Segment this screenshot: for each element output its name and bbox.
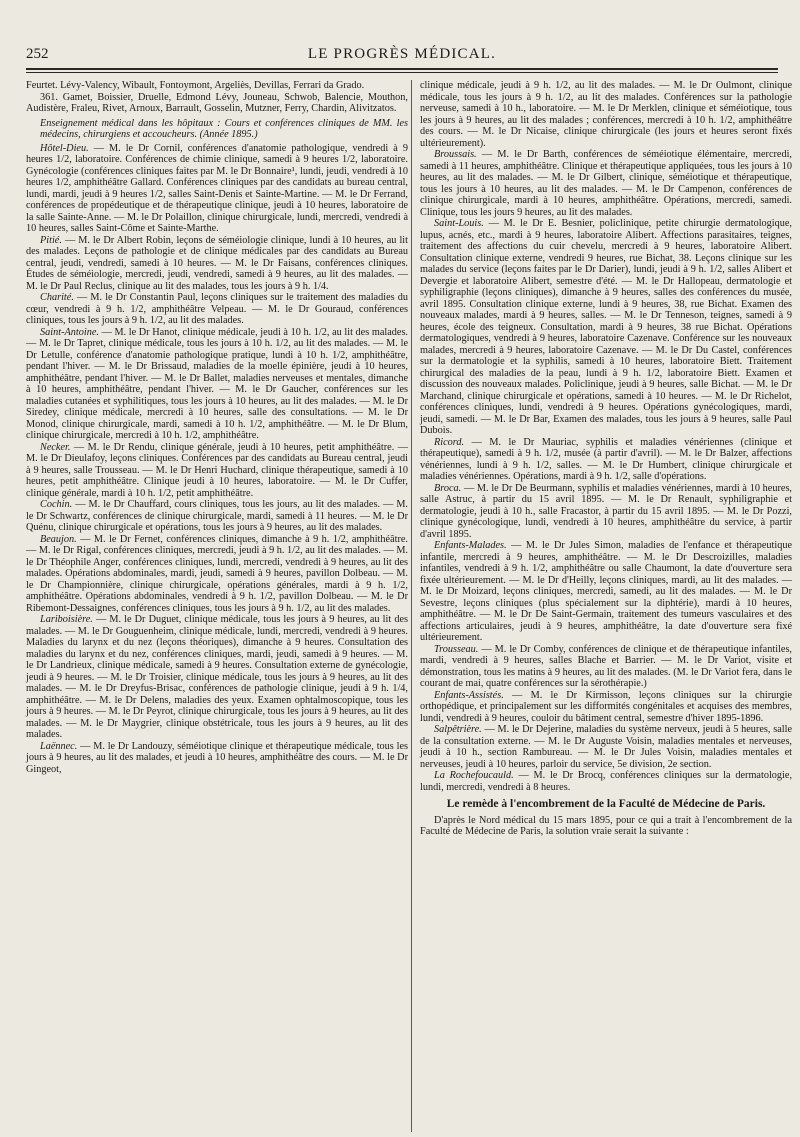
header-rule-thick [26, 68, 778, 70]
article-headline: Le remède à l'encombrement de la Faculté de Médecine de Paris. [446, 798, 766, 810]
entry-text: — M. le Dr De Beurmann, syphilis et maladies vénériennes, mardi à 10 heures, salle Astruc, à partir du 15 avril 1895. — M. le Dr Renault, syphiligraphie et dermatologie, jeudi à 10 h., salle Fracastor, à partir du 15 avril 1895. — M. le Dr Pozzi, clinique gynécologique, lundi, vendredi à 10 heures, amphithéâtre du service, à partir d'avril 1895. [420, 482, 792, 540]
entry-pitie [26, 235, 408, 293]
hospital-name: Enfants-Malades. [434, 540, 507, 551]
hospital-name: Laënnec. [40, 740, 78, 752]
hospital-name: Enfants-Assistés. [434, 689, 504, 701]
hospital-name: Trousseau. [434, 643, 479, 655]
entry-lariboisiere [26, 614, 408, 741]
entry-text: — M. le Dr Brocq, conférences cliniques sur la dermatologie, lundi, mercredi, vendredi à 8 heures. [420, 770, 793, 793]
hospital-name: Cochin. [40, 499, 73, 510]
entry-laennec-continued: clinique médicale, jeudi à 9 h. 1/2, au lit des malades. — M. le Dr Oulmont, clinique médicale, tous les jours à 9 h. 1/2, au lit des malades. Conférences sur la pathologie nerveuse, samedi à 10 h., laboratoire. — M. le Dr Merklen, clinique et séméiotique, tous les jours à 9 heures, au lit des malades ; conférences, mercredi à 10 h. 1/2, amphithéâtre des cours. — M. le Dr Nicaise, clinique chirurgicale (les jours et heures seront fixés ultérieurement). [420, 80, 792, 149]
entry-trousseau [420, 644, 792, 690]
article-intro: D'après le Nord médical du 15 mars 1895, pour ce qui a trait à l'encombrement de la Faculté de Médecine de Paris, la solution vraie serait la suivante : [420, 814, 792, 837]
hospital-name: Lariboisière. [40, 614, 93, 625]
entry-laennec [26, 741, 408, 776]
hospital-name: Beaujon. [40, 533, 77, 545]
journal-title: LE PROGRÈS MÉDICAL. [307, 46, 497, 62]
entry-text: — M. le Dr Hanot, clinique médicale, jeudi à 10 h. 1/2, au lit des malades. — M. le Dr Tapret, clinique médicale, tous les jours à 10 h. 1/2, au lit des malades. — M. le Dr Letulle, conférence d'anatomie pathologique pratique, lundi à 10 h. 1/2, amphithéâtre, pendant l'hiver. — M. le Dr Brissaud, maladies de la moelle épinière, jeudi à 10 heures, amphithéâtre, pendant l'hiver. — M. le Dr Ballet, maladies nerveuses et mentales, dimanche à 10 heures, amphithéâtre, pendant l'hiver. — M. le Dr Gaucher, conférences sur les maladies cutanées et syphilitiques, tous les jours à 10 heures, au lit des malades. — M. le Dr Siredey, clinique médicale, mercredi à 10 heures, salle des consultations. — M. le Dr Monod, clinique chirurgicale, mardi, samedi à 10 h. 1/2, amphithéâtre. — M. le Dr Blum, clinique chirurgicale, mercredi à 10 h. 1/2, amphithéâtre. [26, 326, 408, 441]
section-heading: Enseignement médical dans les hôpitaux : Cours et conférences cliniques de MM. les médecins, chirurgiens et accoucheurs. (Année 1895.) [40, 117, 408, 140]
entry-text: — M. le Dr Albert Robin, leçons de séméiologie clinique, lundi à 10 heures, au lit des malades. Leçons de pathologie et de clinique médicales par des candidats au Bureau central, jeudi, vendredi, samedi à 10 heures. — M. le Dr Faisans, conférences cliniques. Études de séméiologie, mercredi, jeudi, vendredi, samedi à 9 heures, au lit des malades. — M. le Dr Paul Reclus, clinique au lit des malades, tous les jours à 9 h. 1/4. [26, 234, 408, 292]
entry-text: — M. le Dr Landouzy, séméiotique clinique et thérapeutique médicale, tous les jours à 9 heures, au lit des malades, et jeudi à 10 heures, amphithéâtre des cours. — M. le Dr Gingeot, [26, 740, 408, 775]
entry-text: — M. le Dr Chauffard, cours cliniques, tous les jours, au lit des malades. — M. le Dr Schwartz, conférences de clinique chirurgicale, mardi, samedi à 11 heures. — M. le Dr Quénu, clinique chirurgicale et opérations, tous les jours à 9 heures, au lit des malades. [26, 499, 408, 533]
entry-text: — M. le Dr Barth, conférences de séméiotique élémentaire, mercredi, samedi à 11 heures, amphithéâtre. Clinique et thérapeutique appliquées, tous les jours à 10 heures, au lit des malades. — M. le Dr Gilbert, clinique, séméiotique et thérapeutique, tous les jours à 10 heures, au lit des malades. — M. le Dr Campenon, conférences de clinique chirurgicale, mardi à 10 heures, amphithéâtre. Opérations, mercredi, samedi. Clinique, tous les jours 9 heures, au lit des malades. [420, 149, 792, 218]
entry-hotel-dieu [26, 143, 408, 235]
entry-text: — M. le Dr Comby, conférences de clinique et de thérapeutique infantiles, mardi, vendredi à 9 heures, salles Blache et Barrier. — M. le Dr Variot, visite et démonstration, tous les matins à 9 heures, au lit des malades. (M. le Dr Variot fera, dans le courant de mai, quatre conférences sur la sérothérapie.) [420, 643, 792, 689]
entry-cochin [26, 499, 408, 534]
hospital-name: Pitié. [40, 234, 62, 246]
name-list-continued: Feurtet. Lévy-Valency, Wibault, Fontoymont, Argeliès, Devillas, Ferrari da Grado. [26, 80, 365, 91]
entry-enfants-assistes [420, 690, 792, 725]
hospital-name: Broussais. [434, 149, 477, 160]
hospital-name: Salpêtrière. [434, 724, 482, 735]
hospital-name: Ricord. [434, 436, 465, 448]
page-number: 252 [26, 46, 49, 62]
entry-saint-antoine [26, 327, 408, 442]
hospital-name: Broca. [434, 482, 462, 494]
entry-la-rochefoucauld [420, 770, 792, 793]
entry-broca [420, 483, 792, 541]
entry-text: — M. le Dr E. Besnier, policlinique, petite chirurgie dermatologique, lupus, acnés, etc., mardi à 9 heures, laboratoire Alibert. Affections parasitaires, teignes, traitement des affections du cuir chevelu, mercredi à 9 heures, laboratoire Alibert. Consultation clinique externe, vendredi 9 heures, rue Bichat, 38. Leçons clinique sur les malades du service (leçons faites par le Dr Darier), lundi, jeudi à 9 h. 1/2, salles Alibert et Devergie et laboratoire Alibert, semestre d'été. — M. le Dr Hallopeau, dermatologie et syphiligraphie (leçons cliniques), dimanche à 9 heures, salles des conférences du musée, avril 1895. Consultation clinique externe, lundi à 9 heures, 38, rue Bichat. Examen des nouveaux malades, mardi à 9 heures, salles. — M. le Dr Tenneson, teignes, samedi à 9 heures, école des teigneux. Consultation, mardi à 9 heures, 38 rue Bichat. Opérations dermatologiques, vendredi à 9 heures, laboratoire Cazenave. Conférence sur les nouveaux malades, mercredi à 9 heures, laboratoire Cazenave. — M. le Dr Du Castel, conférences sur la dermatologie et la syphilis, samedi à 10 heures, laboratoire Biett. Traitement chirurgical des maladies de la peau, lundi à 9 h. 1/2, laboratoire Biett. Examen et discussion des nouveaux malades. Policlinique, jeudi à 9 heures, salle Bichat. — M. le Dr Marchand, clinique chirurgicale et opérations, samedi à 10 heures. — M. le Dr Richelot, conférences cliniques, lundi, vendredi à 9 heures. Opérations gynécologiques, mardi, jeudi, samedi. — M. le Dr Bar, Examen des malades, tous les jours à 9 heures, salle Paul Dubois. [420, 218, 792, 436]
name-list-361: 361. Gamet, Boissier, Druelle, Edmond Lévy, Jouneau, Schwob, Balencie, Mouthon, Audistère, Fraleu, Rivet, Arnoux, Barrault, Gosselin, Mutzner, Ferry, Chardin, Alivitzatos. [26, 91, 408, 114]
entry-text: — M. le Dr Cornil, conférences d'anatomie pathologique, vendredi à 9 heures 1/2, laboratoire. Conférences de chimie clinique, samedi à 9 heures 1/2, laboratoire. Gynécologie (conférences cliniques faites par M. le Dr Bonnaire¹, lundi, jeudi, vendredi à 10 heures 1/2, amphithéâtre Gallard. Conférences cliniques par des candidats au bureau central, lundi, mardi, jeudi à 9 heures 1/2, salles Saint-Denis et Sainte-Martine. — M. le Dr Ferrand, conférences de propédeutique et de thérapeutique clinique, jeudi à 10 heures, laboratoire de la salle Sainte-Anne. — M. le Dr Polaillon, clinique chirurgicale, lundi, mercredi, vendredi à 10 heures, salles Saint-Côme et Sainte-Marthe. [26, 142, 408, 234]
entry-text: — M. le Dr Rendu, clinique générale, jeudi à 10 heures, petit amphithéâtre. — M. le Dr Dieulafoy, leçons cliniques. Conférences par des candidats au Bureau central, jeudi à 9 heures, salle Trousseau. — M. le Dr Henri Huchard, clinique thérapeutique, samedi à 10 heures, petit amphithéâtre. Clinique jeudi à 10 heures, laboratoire. — M. le Dr Cuffer, clinique générale, mardi à 10 h. 1/2, petit amphithéâtre. [26, 441, 408, 499]
hospital-name: Hôtel-Dieu. [40, 142, 89, 154]
entry-text: — M. le Dr Mauriac, syphilis et maladies vénériennes (clinique et thérapeutique), samedi à 9 h. 1/2, musée (à partir d'avril). — M. le Dr Balzer, affections vénériennes, lundi à 9 h. 1/2, salles. — M. le Dr Humbert, clinique chirurgicale et maladies vénériennes. Opérations, mardi à 9 h. 1/2, salle d'opérations. [420, 436, 792, 482]
entry-saint-louis [420, 218, 792, 437]
entry-ricord [420, 437, 792, 483]
entry-necker [26, 442, 408, 500]
hospital-name: La Rochefoucauld. [434, 770, 514, 781]
entry-text: — M. le Dr Constantin Paul, leçons cliniques sur le traitement des maladies du cœur, vendredi à 9 h. 1/2, amphithéâtre Velpeau. — M. le Dr Gouraud, conférences cliniques, tous les jours à 9 h. 1/2, au lit des malades. [26, 292, 408, 326]
right-column [420, 80, 792, 838]
hospital-name: Saint-Antoine. [40, 326, 99, 338]
left-column [26, 80, 408, 775]
entry-enfants-malades [420, 540, 792, 644]
header-rule-thin [26, 72, 778, 73]
entry-beaujon [26, 534, 408, 615]
entry-salpetriere [420, 724, 792, 770]
entry-charite [26, 292, 408, 327]
entry-text: — M. le Dr Kirmisson, leçons cliniques sur la chirurgie orthopédique, et principalement sur les difformités congénitales et acquises des membres, lundi, vendredi à 9 heures, couloir du bâtiment central, semestre d'hiver 1895-1896. [420, 689, 792, 724]
hospital-name: Saint-Louis. [434, 218, 484, 229]
entry-broussais [420, 149, 792, 218]
hospital-name: Necker. [40, 441, 71, 453]
entry-text: — M. le Dr Dejerine, maladies du système nerveux, jeudi à 5 heures, salle de la consultation externe. — M. le Dr Auguste Voisin, maladies mentales et nerveuses, jeudi à 10 h., section Rambureau. — M. le Dr Jules Voisin, maladies mentales et nerveuses, jeudi à 10 heures, parloir du service, 5e division, 2e section. [420, 724, 792, 770]
column-divider [411, 80, 412, 1132]
entry-text: — M. le Dr Jules Simon, maladies de l'enfance et thérapeutique infantile, mercredi à 9 heures, amphithéâtre. — M. le Dr Descroizilles, maladies infantiles, vendredi à 9 h. 1/2, amphithéâtre ou salle Chaumont, la date d'ouverture sera fixée ultérieurement. — M. le Dr d'Heilly, leçons cliniques, mardi, au lit des malades. — M. le Dr Moizard, leçons cliniques, mercredi, samedi, au lit des malades. — M. le Dr Sevestre, leçons cliniques (plus spécialement sur la diphtérie), mardi à 10 heures, amphithéâtre. — M. le Dr De Saint-Germain, traitement des tumeurs vasculaires et des affections articulaires, jeudi à 9 heures, amphithéâtre, la date d'ouverture sera fixé ultérieurement. [420, 540, 792, 643]
entry-text: — M. le Dr Duguet, clinique médicale, tous les jours à 9 heures, au lit des malades. — M. le Dr Gouguenheim, clinique médicale, lundi, mercredi, vendredi à 9 heures. Maladies du larynx et du nez (leçons théoriques), dimanche à 9 heures. Consultation des maladies du larynx et du nez, conférences cliniques, mardi, jeudi, samedi à 9 heures. — M. le Dr Landrieux, clinique médicale, samedi à 9 heures. Consultation externe de gynécologie, jeudi à 9 heures. — M. le Dr Troisier, clinique médicale, tous les jours à 9 heures, au lit des malades. — M. le Dr Dreyfus-Brisac, conférences de pathologie clinique, jeudi à 9 h. 1/4, amphithéâtre. — M. le Dr Delens, maladies des yeux. Examen ophtalmoscopique, tous les jours à 9 heures. — M. le Dr Peyrot, clinique chirurgicale, tous les jours à 9 heures, au lit des malades. — M. le Dr Maygrier, clinique obstétricale, tous les jours à 9 heures, au lit des malades. [26, 614, 408, 740]
hospital-name: Charité. [40, 292, 74, 303]
entry-text: — M. le Dr Fernet, conférences cliniques, dimanche à 9 h. 1/2, amphithéâtre. — M. le Dr Rigal, conférences cliniques, mercredi, jeudi à 9 h. 1/2, au lit des malades. — M. le Dr Théophile Anger, conférences cliniques, lundi, mercredi, vendredi à 9 heures, au lit des malades. Opérations abdominales, mardi, jeudi, samedi à 9 heures, pavillon Dolbeau. — M. le Dr Championnière, clinique chirurgicale, opérations générales, mardi à 9 h. 1/2, amphithéâtre. Opérations abdominales, vendredi à 9 h. 1/2, pavillon Dolbeau. — M. le Dr Ribemont-Dessaignes, conférences cliniques, tous les jours à 9 h. 1/2, au lit des malades. [26, 533, 408, 614]
